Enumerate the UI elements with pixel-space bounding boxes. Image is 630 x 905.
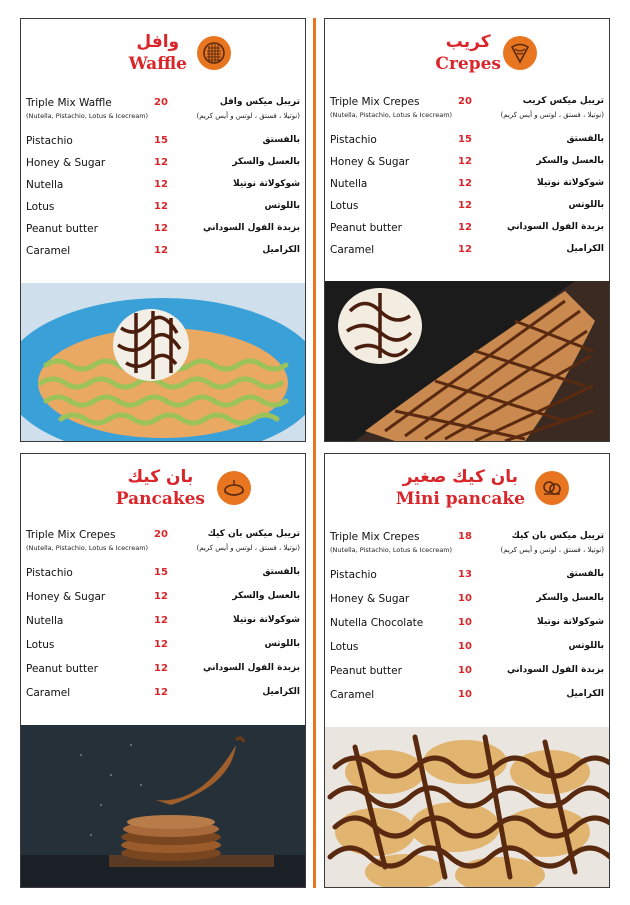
item-name-ar: بالفستق [262, 135, 300, 145]
menu-item [26, 245, 300, 267]
item-name-ar: بزبدة الفول السوداني [507, 222, 604, 232]
menu-item [26, 687, 300, 711]
menu-item [26, 591, 300, 615]
item-name-ar: شوكولاتة نوتيلا [537, 617, 604, 627]
item-name-en: Nutella [26, 615, 64, 627]
item-name-en: Caramel [26, 687, 71, 699]
panel-header [21, 19, 305, 94]
item-note-ar: (نوتيلا ، فستق ، لوتس و أيس كريم) [196, 112, 300, 120]
panel-title-ar: كريب [445, 32, 491, 52]
item-name-ar: تريبل ميكس كريب [522, 96, 604, 106]
menu-item [330, 200, 604, 222]
item-note-en: (Nutella, Pistachio, Lotus & Icecream) [330, 111, 453, 119]
item-name-en: Pistachio [26, 135, 73, 147]
pancake-photo [21, 725, 305, 887]
menu-item [26, 567, 300, 591]
menu-item [330, 531, 604, 569]
menu-panel-mini-pancake [324, 453, 610, 888]
item-name-en: Pistachio [26, 567, 73, 579]
panel-header [21, 454, 305, 529]
item-name-ar: بزبدة الفول السوداني [507, 665, 604, 675]
item-price: 12 [458, 244, 472, 255]
item-name-en: Triple Mix Waffle [26, 97, 112, 109]
menu-item [330, 593, 604, 617]
menu-item [330, 617, 604, 641]
item-name-en: Peanut butter [26, 663, 98, 675]
item-name-ar: تريبل ميكس بان كيك [207, 529, 300, 539]
item-price: 15 [458, 134, 472, 145]
item-name-en: Lotus [26, 639, 55, 651]
menu-item [330, 222, 604, 244]
item-name-ar: تريبل ميكس بان كيك [511, 531, 604, 541]
item-name-ar: بزبدة الفول السوداني [203, 663, 300, 673]
item-price: 12 [154, 245, 168, 256]
item-note-ar: (نوتيلا ، فستق ، لوتس و أيس كريم) [196, 544, 300, 552]
menu-item [26, 223, 300, 245]
panel-title-ar: بان كيك صغير [402, 467, 519, 487]
item-name-en: Lotus [330, 641, 359, 653]
menu-item [26, 639, 300, 663]
item-price: 12 [154, 157, 168, 168]
item-name-en: Honey & Sugar [26, 591, 106, 603]
item-price: 12 [154, 663, 168, 674]
item-price: 10 [458, 665, 472, 676]
item-name-en: Pistachio [330, 134, 377, 146]
item-price: 12 [458, 178, 472, 189]
item-name-ar: شوكولاتة نوتيلا [233, 179, 300, 189]
item-name-en: Triple Mix Crepes [330, 96, 420, 108]
item-name-en: Peanut butter [330, 222, 402, 234]
panel-title-en: Pancakes [115, 489, 205, 509]
item-name-en: Lotus [26, 201, 55, 213]
item-name-en: Lotus [330, 200, 359, 212]
item-price: 12 [458, 200, 472, 211]
item-name-en: Caramel [26, 245, 71, 257]
item-name-en: Nutella [26, 179, 64, 191]
menu-item [330, 569, 604, 593]
item-price: 15 [154, 567, 168, 578]
item-note-en: (Nutella, Pistachio, Lotus & Icecream) [330, 546, 453, 554]
item-name-en: Caramel [330, 689, 375, 701]
item-name-ar: بزبدة الفول السوداني [203, 223, 300, 233]
menu-items [330, 96, 604, 266]
center-divider [313, 18, 316, 888]
menu-item [330, 178, 604, 200]
menu-item [330, 641, 604, 665]
item-name-ar: شوكولاتة نوتيلا [233, 615, 300, 625]
item-name-ar: باللوتس [568, 641, 604, 651]
menu-item [330, 134, 604, 156]
waffle-photo [21, 283, 305, 441]
item-name-ar: بالفستق [566, 569, 604, 579]
item-name-en: Honey & Sugar [26, 157, 106, 169]
mini-pancake-photo [325, 727, 609, 887]
item-name-ar: باللوتس [264, 201, 300, 211]
item-name-ar: باللوتس [264, 639, 300, 649]
menu-item [26, 529, 300, 567]
menu-item [26, 615, 300, 639]
item-name-en: Peanut butter [330, 665, 402, 677]
item-name-en: Caramel [330, 244, 375, 256]
menu-item [26, 179, 300, 201]
item-price: 12 [458, 222, 472, 233]
item-price: 12 [154, 223, 168, 234]
item-price: 12 [154, 591, 168, 602]
item-price: 10 [458, 689, 472, 700]
item-price: 10 [458, 593, 472, 604]
item-price: 20 [154, 97, 168, 108]
menu-item [26, 157, 300, 179]
item-name-ar: بالعسل والسكر [232, 157, 300, 167]
item-name-ar: الكراميل [566, 244, 604, 254]
menu-item [26, 97, 300, 135]
item-name-en: Honey & Sugar [330, 593, 410, 605]
pancake-pan-icon [217, 471, 251, 505]
panel-title-en: Crepes [435, 54, 501, 74]
menu-items [26, 529, 300, 711]
item-note-ar: (نوتيلا ، فستق ، لوتس و أيس كريم) [500, 111, 604, 119]
item-name-ar: بالعسل والسكر [536, 156, 604, 166]
menu-items [330, 531, 604, 713]
item-name-en: Nutella [330, 178, 368, 190]
item-name-en: Honey & Sugar [330, 156, 410, 168]
item-name-en: Triple Mix Crepes [26, 529, 116, 541]
menu-panel-pancakes [20, 453, 306, 888]
menu-item [330, 96, 604, 134]
item-price: 20 [458, 96, 472, 107]
panel-header [325, 454, 609, 529]
item-name-ar: بالفستق [566, 134, 604, 144]
item-price: 12 [154, 639, 168, 650]
item-name-ar: بالفستق [262, 567, 300, 577]
item-price: 10 [458, 641, 472, 652]
item-name-ar: بالعسل والسكر [536, 593, 604, 603]
item-name-en: Pistachio [330, 569, 377, 581]
panel-title-ar: وافل [136, 32, 180, 52]
panel-header [325, 19, 609, 94]
menu-panel-waffle [20, 18, 306, 442]
item-price: 12 [458, 156, 472, 167]
mini-pancake-icon [535, 471, 569, 505]
item-name-ar: شوكولاتة نوتيلا [537, 178, 604, 188]
item-name-en: Triple Mix Crepes [330, 531, 420, 543]
item-price: 12 [154, 201, 168, 212]
menu-item [330, 689, 604, 713]
panel-title-en: Waffle [128, 54, 187, 74]
menu-items [26, 97, 300, 267]
item-price: 12 [154, 615, 168, 626]
menu-item [26, 135, 300, 157]
item-note-en: (Nutella, Pistachio, Lotus & Icecream) [26, 112, 149, 120]
item-name-en: Nutella Chocolate [330, 617, 424, 629]
crepe-photo [325, 281, 609, 441]
item-price: 10 [458, 617, 472, 628]
panel-title-ar: بان كيك [127, 467, 194, 487]
panel-title-en: Mini pancake [395, 489, 525, 509]
item-name-en: Peanut butter [26, 223, 98, 235]
menu-panel-crepes [324, 18, 610, 442]
item-name-ar: الكراميل [566, 689, 604, 699]
waffle-icon [197, 36, 231, 70]
item-name-ar: تريبل ميكس وافل [219, 97, 300, 107]
item-price: 18 [458, 531, 472, 542]
item-note-ar: (نوتيلا ، فستق ، لوتس و أيس كريم) [500, 546, 604, 554]
item-name-ar: الكراميل [262, 687, 300, 697]
item-name-ar: الكراميل [262, 245, 300, 255]
item-price: 15 [154, 135, 168, 146]
item-price: 13 [458, 569, 472, 580]
crepe-icon [503, 36, 537, 70]
item-note-en: (Nutella, Pistachio, Lotus & Icecream) [26, 544, 149, 552]
item-name-ar: بالعسل والسكر [232, 591, 300, 601]
item-price: 12 [154, 179, 168, 190]
menu-item [26, 663, 300, 687]
item-price: 20 [154, 529, 168, 540]
item-name-ar: باللوتس [568, 200, 604, 210]
menu-item [26, 201, 300, 223]
item-price: 12 [154, 687, 168, 698]
menu-item [330, 156, 604, 178]
menu-item [330, 244, 604, 266]
menu-item [330, 665, 604, 689]
